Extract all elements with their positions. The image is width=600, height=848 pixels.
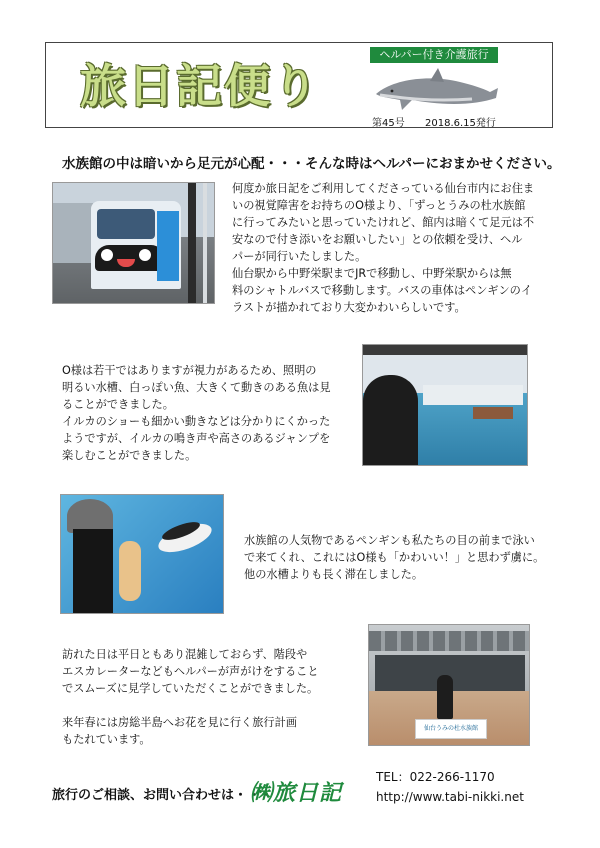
text-line: 料のシャトルバスで移動します。バスの車体はペンギンのイ [232,284,533,297]
text-line: に行ってみたいと思っていたけれど、館内は暗くて足元は不 [232,216,535,229]
inquiry-text: 旅行のご相談、お問い合わせは・・・ [52,788,274,803]
text-line [62,697,362,714]
text-line: ラストが描かれており大変かわいらしいです。 [232,301,466,314]
text-line: 何度か旅日記をご利用してくださっている仙台市内にお住ま [232,182,535,195]
aquarium-sign: 仙台うみの杜水族館 [415,719,487,739]
text-line: O様は若干ではありますが視力があるため、照明の [62,364,317,377]
tour-type-tag: ヘルパー付き介護旅行 [370,47,498,63]
issue-number: 第45号 [372,118,405,129]
dolphin-illustration [372,66,502,116]
issue-date: 2018.6.15発行 [425,118,496,129]
text-line: でスムーズに見学していただくことができました。 [62,682,319,695]
company-logo: ㈱旅日記 [250,781,343,806]
text-line: 安なので付き添いをお願いしたい」との依頼を受け、ヘル [232,233,523,246]
section-4-text [62,646,362,748]
text-line: イルカのショーも細かい動きなどは分かりにくかった [62,415,331,428]
phone-number: TEL：022-266-1170 [376,770,495,784]
section-3-text [244,532,554,583]
text-line: 明るい水槽、白っぽい魚、大きくて動きのある魚は見 [62,381,331,394]
text-line: 仙台駅から中野栄駅までJRで移動し、中野栄駅からは無 [232,267,512,280]
photo-dolphin-show [362,344,528,466]
photo-shuttle-bus [52,182,215,304]
text-line: いの視覚障害をお持ちのO様より、「ずっとうみの杜水族館 [232,199,526,212]
text-line: 水族館の人気物であるペンギンも私たちの目の前まで泳い [244,534,535,547]
text-line: 他の水槽よりも長く滞在しました。 [244,568,424,581]
bus-body [91,201,181,289]
visitor-silhouette [363,375,418,466]
text-line: で来てくれ、これにはO様も「かわいい！」と思わず虜に。 [244,551,545,564]
text-line: ることができました。 [62,398,174,411]
text-line: パーが同行いたしました。 [232,250,367,263]
text-line: 楽しむことができました。 [62,449,197,462]
article-headline: 水族館の中は暗いから足元が心配・・・そんな時はヘルパーにおまかせください。 [62,156,561,172]
text-line: ようですが、イルカの鳴き声や高さのあるジャンプを [62,432,331,445]
photo-aquarium-entrance [368,624,530,746]
station-building [53,203,93,263]
newsletter-masthead: 旅日記便り [80,59,320,113]
text-line: もたれています。 [62,733,151,746]
text-line: 訪れた日は平日ともあり混雑しておらず、階段や [62,648,308,661]
website-link[interactable]: http://www.tabi-nikki.net [376,790,524,804]
section-2-text [62,362,362,464]
section-1-text [232,180,552,316]
text-line: 来年春には房総半島へお花を見に行く旅行計画 [62,716,297,729]
photo-penguin-tank [60,494,224,614]
text-line: エスカレーターなどもヘルパーが声がけをすること [62,665,319,678]
